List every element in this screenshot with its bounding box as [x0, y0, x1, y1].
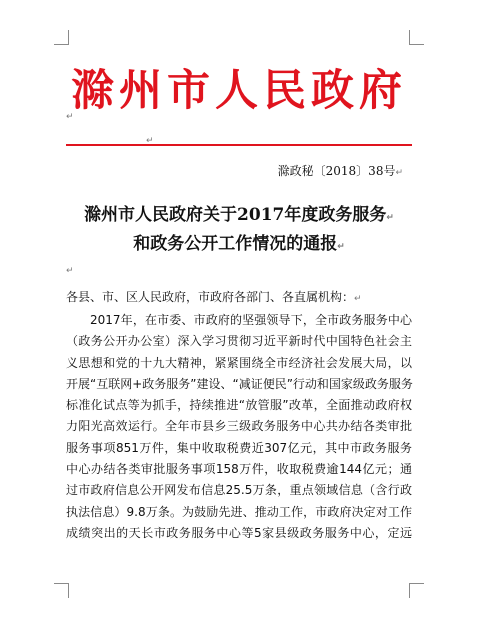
paragraph-mark-icon: ↵ [386, 213, 394, 223]
body-line: 开展“互联网+政务服务”建设、“减证便民”行动和国家级政务服务 [66, 376, 413, 391]
paragraph-mark-icon: ↵ [146, 136, 154, 146]
paragraph-mark-icon: ↵ [354, 294, 362, 304]
body-line: 2017年，在市委、市政府的坚强领导下，全市政务服务中心 [90, 313, 412, 327]
body-paragraph [66, 310, 412, 544]
body-line: 执法信息）9.8万条。为鼓励先进、推动工作，市政府决定对工作 [66, 504, 412, 519]
paragraph-mark-icon: ↵ [395, 168, 403, 178]
body-line: 过市政府信息公开网发布信息25.5万条，重点领域信息（含行政 [66, 483, 412, 498]
body-line: 义思想和党的十九大精神，紧紧围绕全市经济社会发展大局，以 [66, 355, 412, 370]
paragraph-mark-icon: ↵ [66, 112, 74, 122]
body-line: （政务公开办公室）深入学习贯彻习近平新时代中国特色社会主 [66, 334, 412, 349]
crop-mark-top-left [54, 30, 69, 45]
body-line: 中心办结各类审批服务事项158万件，收取税费逾144亿元；通 [66, 462, 412, 477]
paragraph-mark-icon: ↵ [66, 266, 74, 276]
crop-mark-bottom-right [409, 583, 424, 598]
crop-mark-bottom-left [54, 583, 69, 598]
red-divider-line [66, 144, 412, 146]
title-line: 滁州市人民政府关于2017年度政务服务↵ [84, 205, 394, 225]
red-header-title: 滁州市人民政府 [71, 66, 407, 116]
document-number: 滁政秘〔2018〕38号↵ [277, 164, 403, 178]
body-line: 力阳光高效运行。全年市县乡三级政务服务中心共办结各类审批 [66, 419, 412, 434]
salutation: 各县、市、区人民政府，市政府各部门、各直属机构：↵ [66, 290, 362, 304]
document-title [66, 202, 412, 260]
title-line: 和政务公开工作情况的通报↵ [133, 234, 345, 254]
crop-mark-top-right [409, 30, 424, 45]
body-line: 服务事项851万件，集中收取税费近307亿元，其中市政务服务 [66, 440, 412, 455]
body-line: 标准化试点等为抓手，持续推进“放管服”改革，全面推动政府权 [66, 398, 412, 413]
body-line: 成绩突出的天长市政务服务中心等5家县级政务服务中心，定远 [66, 525, 412, 540]
paragraph-mark-icon: ↵ [337, 242, 345, 252]
